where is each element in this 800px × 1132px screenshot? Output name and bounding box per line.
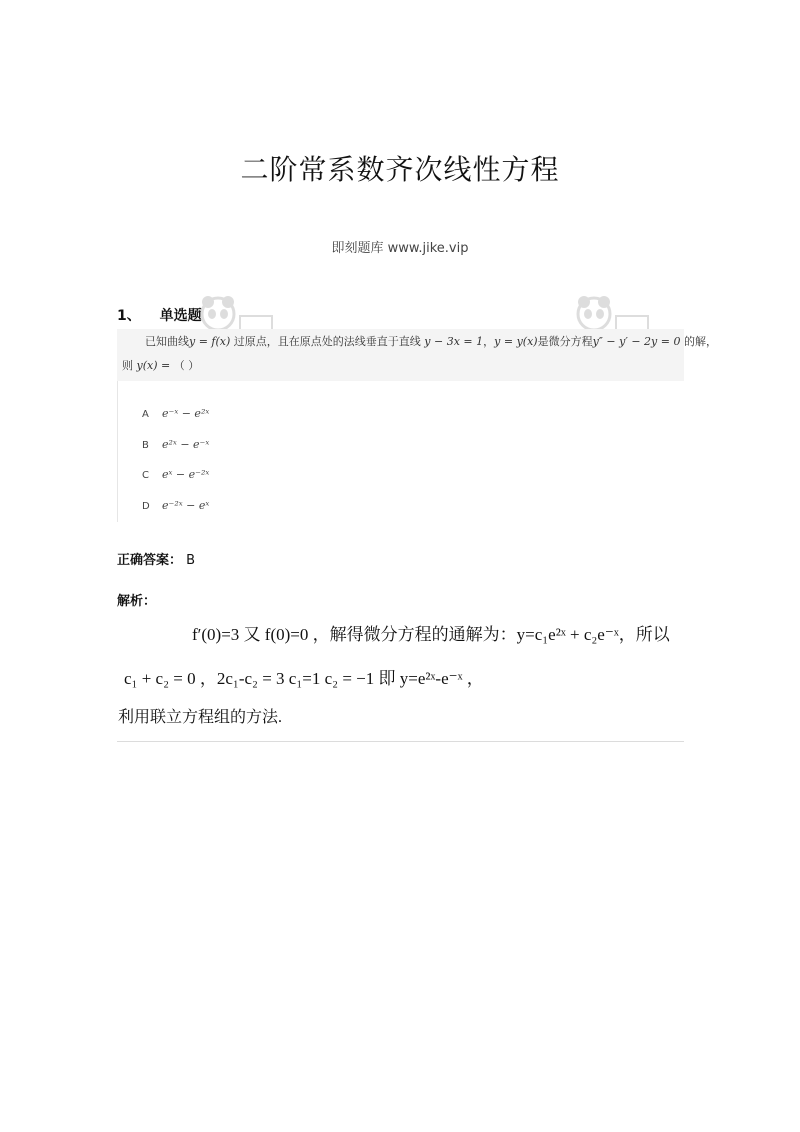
section-divider bbox=[117, 741, 684, 742]
answer-label: 正确答案： bbox=[117, 553, 183, 568]
source-line: 即刻题库 www.jike.vip bbox=[331, 241, 469, 256]
analysis-line2: c₁ + c₂ = 0 ，2c₁-c₂ = 3 c₁=1 c₂ = −1 即 y=e²ˣ-e⁻ˣ ， bbox=[124, 669, 484, 688]
option-expr: eˣ − e⁻²ˣ bbox=[162, 468, 210, 481]
option-letter: B bbox=[142, 440, 149, 451]
correct-answer bbox=[117, 549, 195, 568]
question-stem-line1: 已知曲线y = f(x) 过原点，且在原点处的法线垂直于直线 y − 3x = 1，y = y(x)是微分方程y″ − y′ − 2y = 0 的解， bbox=[145, 335, 717, 348]
option-expr: e⁻ˣ − e²ˣ bbox=[162, 407, 210, 420]
analysis-line3: 利用联立方程组的方法. bbox=[118, 709, 283, 726]
analysis-line1: f′(0)=3 又 f(0)=0 ，解得微分方程的通解为：y=c₁e²ˣ + c₂e⁻ˣ，所以 bbox=[192, 625, 670, 644]
option-b[interactable] bbox=[142, 438, 209, 451]
analysis-label: 解析： bbox=[117, 594, 157, 609]
page-title: 二阶常系数齐次线性方程 bbox=[240, 153, 560, 186]
question-stem-line2: 则 y(x) = （ ） bbox=[122, 359, 200, 372]
options-divider bbox=[117, 381, 118, 522]
question-type: 单选题 bbox=[159, 308, 202, 324]
option-expr: e²ˣ − e⁻ˣ bbox=[162, 438, 210, 451]
option-letter: C bbox=[142, 470, 149, 481]
option-d[interactable] bbox=[142, 499, 209, 512]
option-c[interactable] bbox=[142, 468, 209, 481]
option-a[interactable] bbox=[142, 407, 209, 420]
option-letter: D bbox=[142, 501, 150, 512]
option-letter: A bbox=[142, 409, 149, 420]
question-header bbox=[117, 305, 202, 325]
question-number: 1、 bbox=[117, 308, 141, 324]
option-expr: e⁻²ˣ − eˣ bbox=[162, 499, 210, 512]
answer-value: B bbox=[186, 553, 196, 568]
